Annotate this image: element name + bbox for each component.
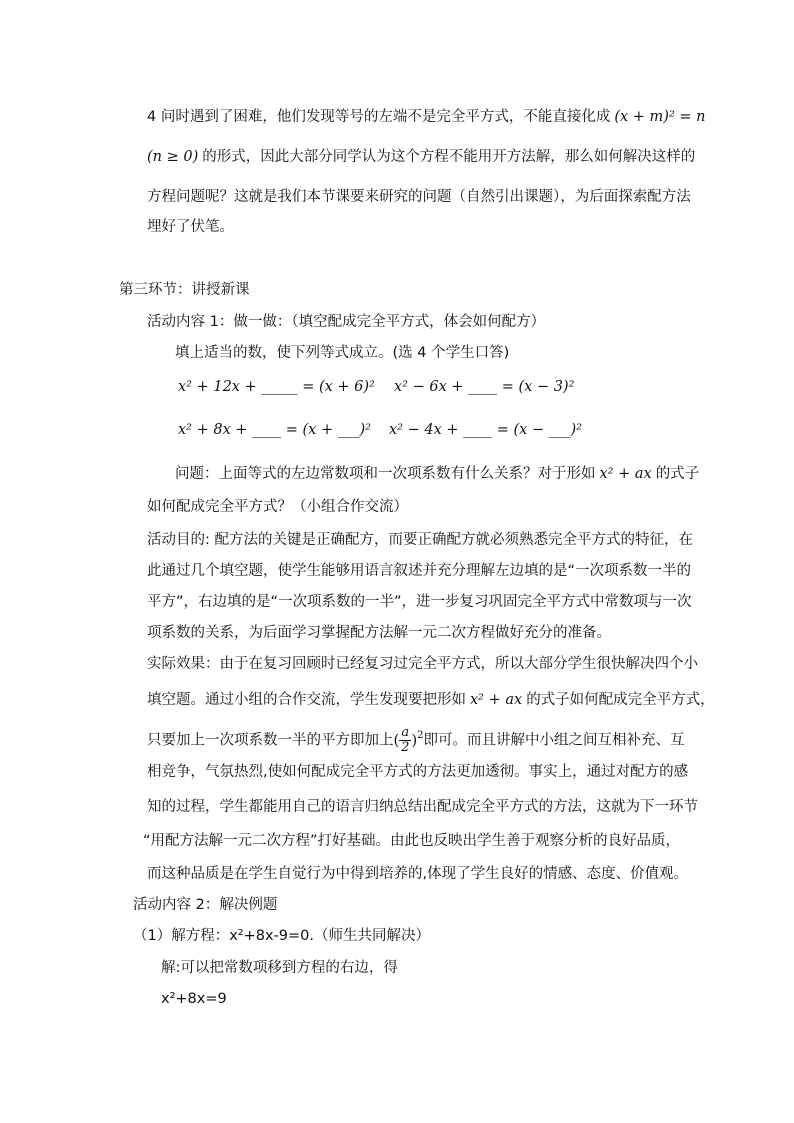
effect-line-2-math: x² + ax — [470, 692, 523, 708]
question-line-1 — [175, 464, 699, 484]
question-line-1-math: x² + ax — [599, 466, 652, 482]
equation-4: x² − 4x + ____ = (x − ___)² — [389, 422, 582, 438]
purpose-line-4: 项系数的关系，为后面学习掌握配方法解一元二次方程做好充分的准备。 — [147, 625, 611, 641]
effect-line-7: 而这种品质是在学生自觉行为中得到培养的,体现了学生良好的情感、态度、价值观。 — [147, 866, 689, 882]
intro-line-4: 埋好了伏笔。 — [147, 219, 234, 235]
activity2-title: 活动内容 2：解决例题 — [133, 897, 278, 913]
effect-line-3-post: 即可。而且讲解中小组之间互相补充、互 — [423, 732, 685, 749]
effect-line-6: “用配方法解一元二次方程”打好基础。由此也反映出学生善于观察分析的良好品质， — [143, 833, 681, 849]
question-line-1-text: 问题：上面等式的左边常数项和一次项系数有什么关系？对于形如 — [175, 466, 596, 482]
effect-line-5: 知的过程，学生都能用自己的语言归纳总结出配成完全平方式的方法，这就为下一环节 — [147, 799, 698, 815]
fraction — [399, 726, 411, 755]
intro-line-3: 方程问题呢？这就是我们本节课要来研究的问题（自然引出课题），为后面探索配方法 — [147, 189, 691, 205]
solution-line-1: 解:可以把常数项移到方程的右边，得 — [161, 960, 398, 976]
purpose-line-3: 平方”，右边填的是“一次项系数的一半”，进一步复习巩固完全平方式中常数项与一次 — [147, 594, 692, 610]
purpose-line-1: 活动目的: 配方法的关键是正确配方，而要正确配方就必须熟悉完全平方式的特征，在 — [147, 532, 693, 548]
equation-3: x² + 8x + ____ = (x + ___)² — [178, 422, 371, 438]
question-line-1-post: 的式子 — [655, 466, 700, 482]
effect-line-3-text: 只要加上一次项系数一半的平方即加上 — [147, 732, 394, 749]
equation-1: x² + 12x + _____ = (x + 6)² — [178, 379, 375, 395]
effect-line-3 — [147, 726, 685, 755]
effect-line-2-post: 的式子如何配成完全平方式， — [526, 692, 715, 708]
problem-statement: （1）解方程：x²+8x-9=0.（师生共同解决） — [133, 928, 431, 944]
section-title: 第三环节：讲授新课 — [119, 282, 250, 298]
a-over-2-squared: ( $\frac{a}{2}$ )$^2$ — [393, 725, 424, 755]
fraction-numerator: a — [399, 726, 411, 741]
intro-line-1-math: (x + m)² = n — [614, 109, 706, 125]
solution-line-2: x²+8x=9 — [161, 991, 227, 1007]
equation-2: x² − 6x + ____ = (x − 3)² — [394, 379, 575, 395]
intro-line-1 — [147, 107, 705, 127]
intro-line-2-text: 的形式，因此大部分同学认为这个方程不能用开方法解，那么如何解决这样的 — [202, 149, 696, 165]
intro-line-2 — [147, 147, 695, 167]
purpose-line-2: 此通过几个填空题，使学生能够用语言叙述并充分理解左边填的是“一次项系数一半的 — [147, 563, 692, 579]
activity1-instruction: 填上适当的数，使下列等式成立。(选 4 个学生口答) — [175, 345, 510, 361]
effect-line-4: 相竞争，气氛热烈,使如何配成完全平方式的方法更加透彻。事实上，通过对配方的感 — [147, 764, 689, 780]
activity1-title: 活动内容 1：做一做：（填空配成完全平方式，体会如何配方） — [147, 314, 546, 330]
effect-line-2 — [147, 690, 715, 710]
effect-line-1: 实际效果：由于在复习回顾时已经复习过完全平方式，所以大部分学生很快解决四个小 — [147, 656, 698, 672]
effect-line-2-text: 填空题。通过小组的合作交流，学生发现要把形如 — [147, 692, 466, 708]
intro-line-2-math: (n ≥ 0) — [147, 149, 199, 165]
question-line-2: 如何配成完全平方式？（小组合作交流） — [147, 499, 408, 515]
intro-line-1-text: 4 问时遇到了困难，他们发现等号的左端不是完全平方式，不能直接化成 — [147, 109, 611, 125]
fraction-denominator: 2 — [401, 740, 410, 755]
